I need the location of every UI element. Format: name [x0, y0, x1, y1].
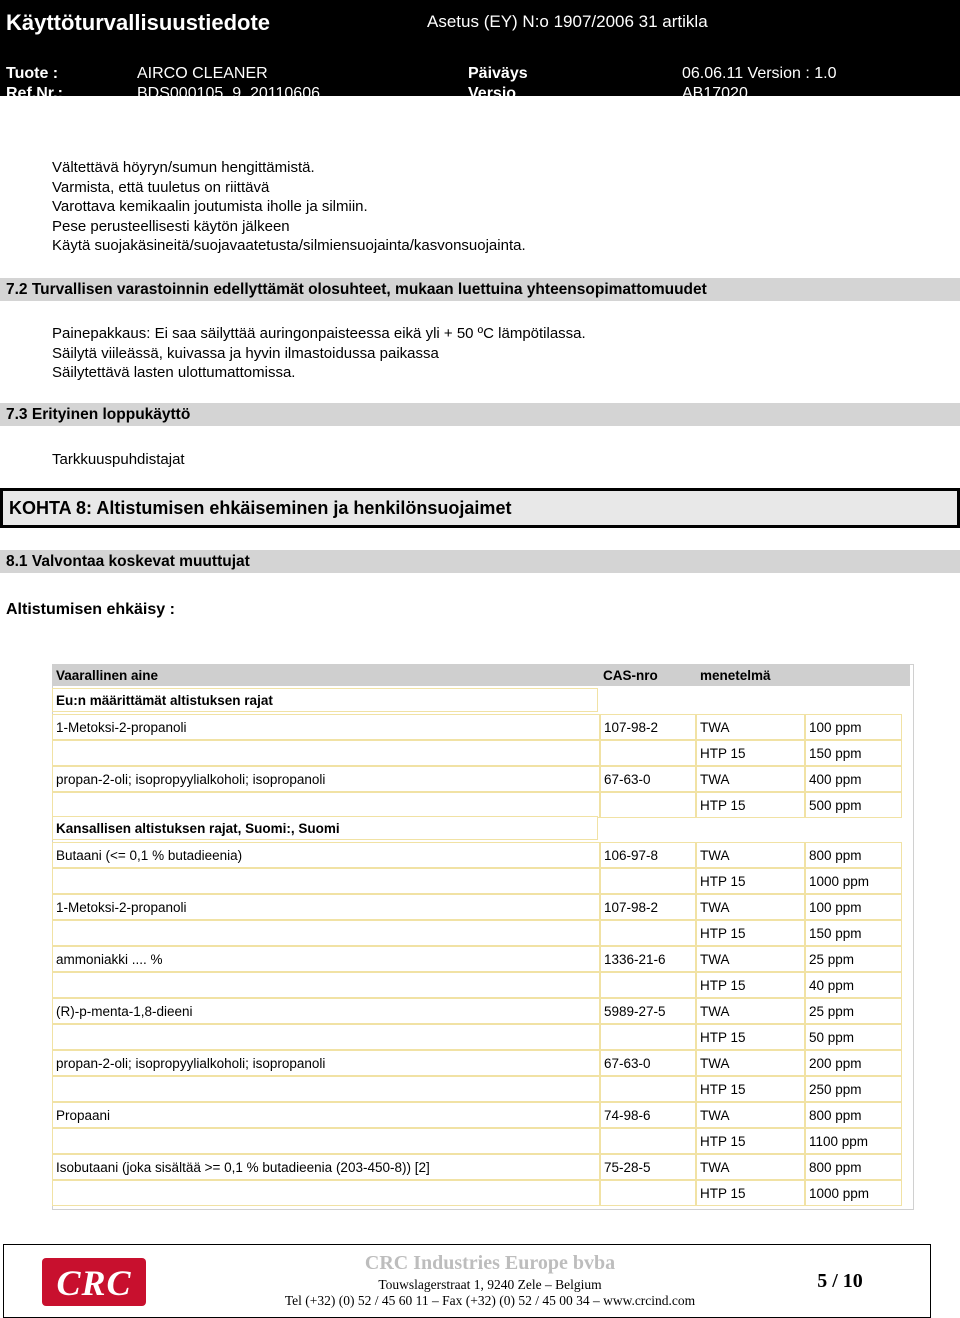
cell-method: HTP 15 — [696, 920, 805, 946]
regulation-reference: Asetus (EY) N:o 1907/2006 31 artikla — [427, 12, 708, 31]
table-group-header — [52, 816, 598, 840]
cell-value: 800 ppm — [805, 1154, 902, 1180]
cell-substance: ammoniakki .... % — [52, 946, 600, 972]
table-row — [52, 792, 902, 818]
cell-value: 150 ppm — [805, 740, 902, 766]
table-row — [52, 1076, 902, 1102]
company-contact: Tel (+32) (0) 52 / 45 60 11 – Fax (+32) (0) 52 / 45 00 34 – www.crcind.com — [284, 1293, 696, 1308]
cell-cas: 75-28-5 — [600, 1154, 696, 1180]
table-row — [52, 740, 902, 766]
page-number: 5 / 10 — [817, 1270, 863, 1292]
table-row — [52, 998, 902, 1024]
cell-cas — [600, 792, 696, 818]
cell-value: 1000 ppm — [805, 1180, 902, 1206]
cell-cas — [600, 920, 696, 946]
date-value: 06.06.11 Version : 1.0 — [682, 65, 837, 82]
cell-method: TWA — [696, 766, 805, 792]
header-cas: CAS-nro — [603, 668, 658, 683]
cell-value: 25 ppm — [805, 998, 902, 1024]
cell-cas: 107-98-2 — [600, 714, 696, 740]
cell-cas: 74-98-6 — [600, 1102, 696, 1128]
cell-cas — [600, 972, 696, 998]
cell-value: 100 ppm — [805, 894, 902, 920]
version-label: Versio — [468, 85, 517, 102]
cell-value: 800 ppm — [805, 1102, 902, 1128]
table-group-header — [52, 688, 598, 712]
product-value: AIRCO CLEANER — [137, 65, 268, 82]
cell-substance: Butaani (<= 0,1 % butadieenia) — [52, 842, 600, 868]
date-label: Päiväys — [468, 65, 528, 82]
cell-cas: 5989-27-5 — [600, 998, 696, 1024]
cell-method: HTP 15 — [696, 740, 805, 766]
table-header-row — [52, 664, 910, 686]
table-row — [52, 1024, 902, 1050]
product-label: Tuote : — [6, 65, 59, 82]
table-row — [52, 868, 902, 894]
handling-line: Vältettävä höyryn/sumun hengittämistä. — [52, 159, 315, 176]
section-7-3-title: 7.3 Erityinen loppukäyttö — [6, 406, 191, 423]
cell-method: TWA — [696, 894, 805, 920]
cell-method: HTP 15 — [696, 868, 805, 894]
handling-line: Pese perusteellisesti käytön jälkeen — [52, 217, 290, 235]
cell-method: TWA — [696, 1154, 805, 1180]
handling-line: Varmista, että tuuletus on riittävä — [52, 178, 270, 196]
storage-conditions — [52, 324, 586, 383]
cell-value: 250 ppm — [805, 1076, 902, 1102]
cell-method: TWA — [696, 946, 805, 972]
cell-method: HTP 15 — [696, 1128, 805, 1154]
cell-cas: 106-97-8 — [600, 842, 696, 868]
cell-value: 200 ppm — [805, 1050, 902, 1076]
cell-cas — [600, 868, 696, 894]
company-address: Touwslagerstraat 1, 9240 Zele – Belgium — [378, 1277, 602, 1292]
cell-substance — [52, 1180, 600, 1206]
cell-substance: Propaani — [52, 1102, 600, 1128]
header-method: menetelmä — [700, 668, 771, 683]
storage-line: Painepakkaus: Ei saa säilyttää auringonpaisteessa eikä yli + 50 ºC lämpötilassa. — [52, 325, 586, 342]
cell-value: 100 ppm — [805, 714, 902, 740]
cell-value: 50 ppm — [805, 1024, 902, 1050]
storage-line: Säilytettävä lasten ulottumattomissa. — [52, 364, 296, 381]
specific-end-use: Tarkkuuspuhdistajat — [52, 451, 185, 468]
cell-substance — [52, 868, 600, 894]
cell-cas — [600, 1024, 696, 1050]
cell-method: TWA — [696, 842, 805, 868]
cell-cas — [600, 1128, 696, 1154]
cell-substance — [52, 740, 600, 766]
cell-substance — [52, 792, 600, 818]
kohta-8-title: KOHTA 8: Altistumisen ehkäiseminen ja henkilönsuojaimet — [9, 498, 512, 518]
section-8-1-title: 8.1 Valvontaa koskevat muuttujat — [6, 553, 250, 570]
cell-method: HTP 15 — [696, 1024, 805, 1050]
table-row — [52, 894, 902, 920]
table-row — [52, 1128, 902, 1154]
ref-label: Ref.Nr.: — [6, 85, 63, 102]
cell-substance: propan-2-oli; isopropyylialkoholi; isopropanoli — [52, 1050, 600, 1076]
kohta-8-heading — [0, 488, 960, 528]
document-title: Käyttöturvallisuustiedote — [6, 10, 271, 35]
table-row — [52, 1102, 902, 1128]
cell-value: 500 ppm — [805, 792, 902, 818]
section-7-3-heading — [0, 403, 960, 426]
cell-method: TWA — [696, 1102, 805, 1128]
table-row — [52, 766, 902, 792]
cell-cas: 1336-21-6 — [600, 946, 696, 972]
version-value: AB17020 — [682, 85, 748, 102]
cell-method: TWA — [696, 998, 805, 1024]
header-substance: Vaarallinen aine — [56, 668, 159, 683]
cell-cas: 67-63-0 — [600, 1050, 696, 1076]
cell-substance: Isobutaani (joka sisältää >= 0,1 % butadieenia (203-450-8)) [2] — [52, 1154, 600, 1180]
cell-substance: (R)-p-menta-1,8-dieeni — [52, 998, 600, 1024]
cell-value: 1100 ppm — [805, 1128, 902, 1154]
cell-value: 400 ppm — [805, 766, 902, 792]
cell-method: HTP 15 — [696, 792, 805, 818]
cell-cas: 107-98-2 — [600, 894, 696, 920]
cell-substance: propan-2-oli; isopropyylialkoholi; isopropanoli — [52, 766, 600, 792]
ref-value: BDS000105_9_20110606 — [137, 85, 320, 102]
exposure-label: Altistumisen ehkäisy : — [6, 601, 175, 618]
table-row — [52, 1154, 902, 1180]
handling-line: Varottava kemikaalin joutumista iholle ja silmiin. — [52, 198, 368, 215]
cell-method: HTP 15 — [696, 1076, 805, 1102]
cell-value: 40 ppm — [805, 972, 902, 998]
company-name: CRC Industries Europe bvba — [364, 1252, 616, 1274]
section-8-1-heading — [0, 550, 960, 573]
cell-method: TWA — [696, 714, 805, 740]
cell-substance — [52, 972, 600, 998]
cell-value: 25 ppm — [805, 946, 902, 972]
table-row — [52, 842, 902, 868]
cell-value: 800 ppm — [805, 842, 902, 868]
storage-line: Säilytä viileässä, kuivassa ja hyvin ilmastoidussa paikassa — [52, 344, 439, 362]
table-row — [52, 972, 902, 998]
table-row — [52, 1050, 902, 1076]
cell-substance — [52, 920, 600, 946]
cell-cas — [600, 1076, 696, 1102]
table-row — [52, 1180, 902, 1206]
cell-substance — [52, 1024, 600, 1050]
cell-method: HTP 15 — [696, 1180, 805, 1206]
cell-method: HTP 15 — [696, 972, 805, 998]
cell-method: TWA — [696, 1050, 805, 1076]
section-7-2-heading — [0, 278, 960, 301]
cell-cas — [600, 740, 696, 766]
table-row — [52, 920, 902, 946]
cell-substance — [52, 1128, 600, 1154]
cell-cas — [600, 1180, 696, 1206]
handling-instructions — [52, 158, 526, 256]
cell-cas: 67-63-0 — [600, 766, 696, 792]
table-group-title: Eu:n määrittämät altistuksen rajat — [56, 693, 273, 708]
cell-value: 1000 ppm — [805, 868, 902, 894]
section-7-2-title: 7.2 Turvallisen varastoinnin edellyttämät olosuhteet, mukaan luettuina yhteensopimattomuudet — [6, 281, 707, 298]
table-row — [52, 946, 902, 972]
table-group-title: Kansallisen altistuksen rajat, Suomi:, Suomi — [56, 821, 340, 836]
cell-substance: 1-Metoksi-2-propanoli — [52, 894, 600, 920]
crc-logo-text: CRC — [56, 1263, 132, 1303]
cell-value: 150 ppm — [805, 920, 902, 946]
cell-substance: 1-Metoksi-2-propanoli — [52, 714, 600, 740]
handling-line: Käytä suojakäsineitä/suojavaatetusta/silmiensuojainta/kasvonsuojainta. — [52, 237, 526, 254]
cell-substance — [52, 1076, 600, 1102]
table-row — [52, 714, 902, 740]
